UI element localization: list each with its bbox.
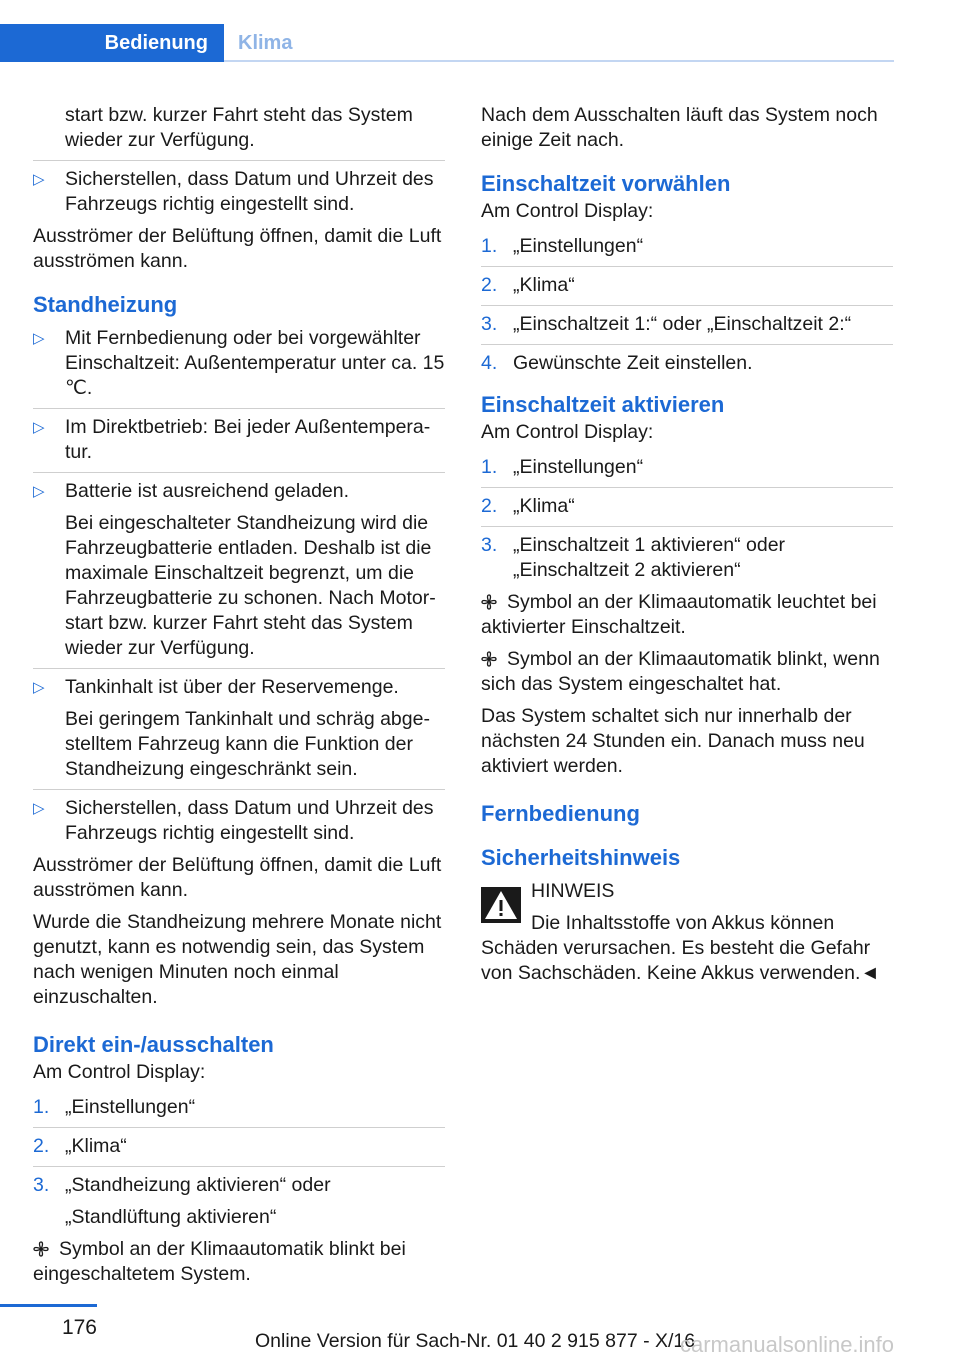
fan-icon [481, 594, 497, 610]
triangle-bullet-icon: ▷ [33, 483, 45, 500]
list-item-text: „Klima“ [65, 1135, 127, 1157]
list-item-text: Sicherstellen, dass Datum und Uhrzeit des Fahrzeugs richtig eingestellt sind. [65, 168, 434, 215]
list-item-text: Im Direktbetrieb: Bei jeder Außentempera‐tur. [65, 416, 431, 463]
divider [481, 266, 893, 267]
list-item [33, 1095, 445, 1120]
divider [33, 1127, 445, 1128]
list-item-text: „Klima“ [513, 274, 575, 296]
footer-rule [0, 1304, 97, 1307]
divider [481, 487, 893, 488]
divider [33, 160, 445, 161]
list-item [33, 796, 445, 846]
list-number: 3. [33, 1174, 50, 1196]
list-number: 1. [481, 456, 498, 478]
list-item-text: „Einstellungen“ [65, 1096, 196, 1118]
numbered-list [33, 1095, 445, 1198]
list-item-text: Gewünschte Zeit einstellen. [513, 352, 753, 374]
warning-text: Die Inhaltsstoffe von Akkus können Schäden verursachen. Es besteht die Gefahr von Sachschäden. Keine Akkus verwenden.◄ [481, 912, 880, 984]
divider [33, 408, 445, 409]
paragraph-text: Symbol an der Klimaautomatik leuchtet bei aktivierter Einschaltzeit. [481, 591, 877, 638]
list-item [33, 479, 445, 504]
paragraph-text: Symbol an der Klimaautomatik blinkt bei eingeschaltetem System. [33, 1238, 406, 1285]
online-version-text: Online Version für Sach-Nr. 01 40 2 915 877 - X/16 [255, 1330, 696, 1352]
list-item [481, 312, 893, 337]
list-item [481, 351, 893, 376]
divider [33, 472, 445, 473]
list-item-text: Batterie ist ausreichend geladen. [65, 480, 350, 502]
paragraph-with-icon [481, 647, 893, 697]
list-item-detail: Bei eingeschalteter Standheizung wird die Fahrzeugbatterie entladen. Deshalb ist die maximale Einschaltzeit begrenzt, um die Fahrzeugbatterie zu schonen. Nach Motor‐start bzw. kurzer Fahrt steht das System wieder zur Verfügung. [65, 512, 436, 659]
fan-icon [33, 1241, 49, 1257]
header-rule [224, 60, 894, 62]
list-item [33, 1134, 445, 1159]
paragraph: Ausströmer der Belüftung öffnen, damit die Luft ausströmen kann. [33, 225, 442, 272]
divider [33, 668, 445, 669]
list-item-text: „Einschaltzeit 1:“ oder „Einschaltzeit 2:“ [513, 313, 852, 335]
heading-sicherheitshinweis: Sicherheitshinweis [481, 845, 681, 870]
intro-text: Am Control Display: [33, 1061, 206, 1083]
list-number: 4. [481, 352, 498, 374]
triangle-bullet-icon: ▷ [33, 800, 45, 817]
divider [33, 789, 445, 790]
tab-klima[interactable]: Klima [238, 32, 293, 54]
watermark: carmanualsonline.info [680, 1332, 895, 1357]
warning-title: HINWEIS [531, 880, 615, 902]
fan-icon [481, 651, 497, 667]
paragraph: Ausströmer der Belüftung öffnen, damit die Luft ausströmen kann. [33, 854, 442, 901]
divider [481, 526, 893, 527]
list-number: 2. [33, 1135, 50, 1157]
numbered-list [481, 455, 893, 583]
list-item [33, 675, 445, 700]
list-number: 3. [481, 534, 498, 556]
list-item [33, 167, 445, 217]
paragraph-with-icon [33, 1237, 445, 1287]
list-number: 2. [481, 495, 498, 517]
heading-direkt: Direkt ein-/ausschalten [33, 1032, 274, 1057]
list-item-text: „Einstellungen“ [513, 456, 644, 478]
list-item-text: „Klima“ [513, 495, 575, 517]
list-item [481, 494, 893, 519]
divider [481, 344, 893, 345]
list-item-text: „Einschaltzeit 1 aktivieren“ oder „Einschaltzeit 2 aktivieren“ [513, 534, 786, 581]
triangle-bullet-icon: ▷ [33, 679, 45, 696]
triangle-bullet-icon: ▷ [33, 171, 45, 188]
list-number: 3. [481, 313, 498, 335]
list-item-text: Mit Fernbedienung oder bei vorgewählter Einschaltzeit: Außentemperatur unter ca. 15 ℃. [65, 327, 445, 399]
tab-bedienung[interactable]: Bedienung [0, 24, 224, 62]
triangle-bullet-icon: ▷ [33, 330, 45, 347]
warning-triangle-icon [481, 887, 521, 923]
heading-einschaltzeit-vorwaehlen: Einschaltzeit vorwählen [481, 171, 731, 196]
list-item-text: „Einstellungen“ [513, 235, 644, 257]
divider [481, 305, 893, 306]
page-number: 176 [61, 1316, 97, 1339]
paragraph-with-icon [481, 590, 893, 640]
list-item [481, 273, 893, 298]
intro-text: Am Control Display: [481, 200, 654, 222]
list-item [481, 533, 893, 583]
list-item-continuation: „Standlüftung aktivieren“ [65, 1206, 277, 1228]
paragraph: Wurde die Standheizung mehrere Monate nicht genutzt, kann es notwendig sein, das System nach wenigen Minuten noch einmal einzuschalten. [33, 911, 442, 1008]
list-number: 2. [481, 274, 498, 296]
list-item-detail: Bei geringem Tankinhalt und schräg abge‐stelltem Fahrzeug kann die Funktion der Standheizung eingeschränkt sein. [65, 708, 430, 780]
heading-einschaltzeit-aktivieren: Einschaltzeit aktivieren [481, 392, 725, 417]
paragraph-text: Symbol an der Klimaautomatik blinkt, wenn sich das System eingeschaltet hat. [481, 648, 880, 695]
numbered-list [481, 234, 893, 376]
intro-text: Am Control Display: [481, 421, 654, 443]
triangle-bullet-icon: ▷ [33, 419, 45, 436]
right-column [481, 103, 893, 993]
list-item-text: „Standheizung aktivieren“ oder [65, 1174, 331, 1196]
left-column [33, 103, 445, 1294]
list-number: 1. [481, 235, 498, 257]
list-number: 1. [33, 1096, 50, 1118]
paragraph: Nach dem Ausschalten läuft das System noch einige Zeit nach. [481, 104, 878, 151]
list-item-text: Sicherstellen, dass Datum und Uhrzeit des Fahrzeugs richtig eingestellt sind. [65, 797, 434, 844]
list-item [481, 234, 893, 259]
text-continuation: start bzw. kurzer Fahrt steht das System wieder zur Verfügung. [65, 104, 413, 151]
paragraph: Das System schaltet sich nur innerhalb der nächsten 24 Stunden ein. Danach muss neu aktiviert werden. [481, 705, 865, 777]
list-item [481, 455, 893, 480]
list-item [33, 326, 445, 401]
list-item [33, 415, 445, 465]
divider [33, 1166, 445, 1167]
list-item-text: Tankinhalt ist über der Reservemenge. [65, 676, 399, 698]
warning-box [481, 879, 893, 986]
header-tabbar [0, 24, 894, 62]
heading-fernbedienung: Fernbedienung [481, 801, 640, 826]
list-item [33, 1173, 445, 1198]
heading-standheizung: Standheizung [33, 292, 178, 317]
